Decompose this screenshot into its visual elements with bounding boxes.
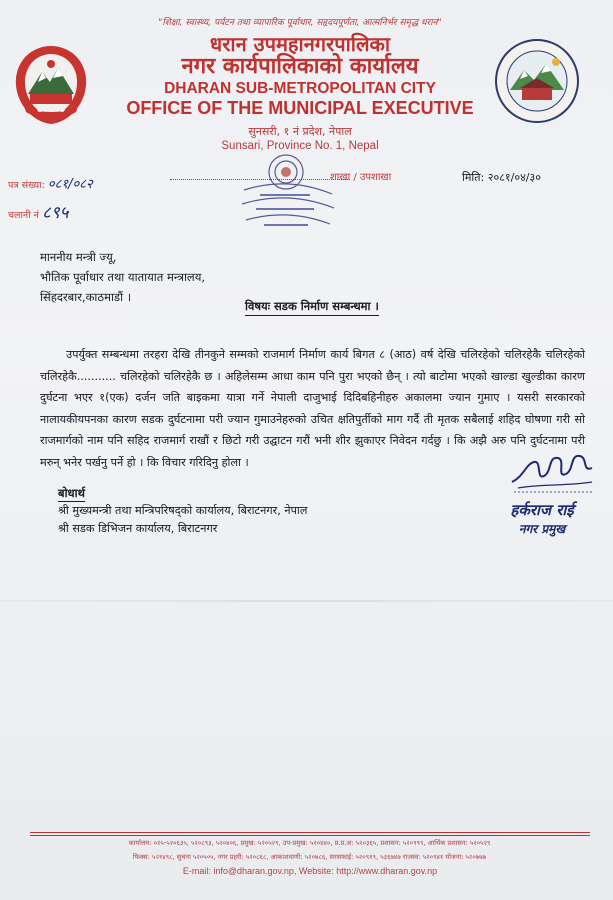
letterhead-motto: "शिक्षा, स्वास्थ्य, पर्यटन तथा व्यापारिक पूर्वाधार, सहृदयपूर्णता, आत्मनिर्भर समृद्ध धरान" (158, 18, 442, 28)
address-nepali: सुनसरी, १ नं प्रदेश, नेपाल (248, 125, 352, 138)
dispatch-number (8, 200, 69, 223)
recipient-line-2: भौतिक पूर्वाधार तथा यातायात मन्त्रालय, (40, 270, 206, 284)
reference-value: ०८१/०८२ (47, 177, 93, 192)
office-name-nepali: नगर कार्यपालिकाको कार्यालय (181, 53, 419, 79)
branch-label: शाखा / उपशाखा (330, 172, 392, 183)
office-name-english: OFFICE OF THE MUNICIPAL EXECUTIVE (126, 98, 474, 118)
address-english: Sunsari, Province No. 1, Nepal (221, 140, 379, 152)
cc-item: श्री सडक डिभिजन कार्यालय, बिराटनगर (58, 522, 218, 535)
reference-label: पत्र संख्या: (8, 180, 45, 191)
subject-line: विषयः सडक निर्माण सम्बन्धमा । (245, 299, 379, 316)
cc-heading: बोधार्थ (58, 486, 85, 500)
office-stamp-icon (236, 150, 340, 240)
footer-email-website: E-mail: info@dharan.gov.np, Website: http://www.dharan.gov.np (182, 866, 438, 876)
cc-item: श्री मुख्यमन्त्री तथा मन्त्रिपरिषद्को कार्यालय, बिराटनगर, नेपाल (58, 504, 308, 517)
letter-body: उपर्युक्त सम्बन्धमा तरहरा देखि तीनकुने सम्मको राजमार्ग निर्माण कार्य बिगत ८ (आठ) वर्ष देखि चलिरहेको चलिरहेकै चलिरहेको चलिरहेकै........... चलिरहेको चलिरहेकै छ । अहिलेसम्म आधा काम पनि पुरा भएको छैन् । त्यो बाटोमा भएको खाल्डा खुल्डीका कारण दुर्घटना भएर १(एक) दर्जन जति बाइकमा यात्रा गर्ने नेपाली दाजुभाई दिदिबहिनीहरु अकालमा ज्यान गुमाए । यसरी सरकारको नालायकीयपनका कारण सडक दुर्घटनामा परी ज्यान गुमाउनेहरुको उचित क्षतिपुर्तीको माग गर्दै ती मृतक सबैलाई शहिद घोषणा गरी सो राजमार्गको नाम पनि सहिद राजमार्ग राखौं र छिटो गरी उद्घाटन गरौं भनी शीर झुकाएर निवेदन गर्दछु । कि अझै अरु पनि दुर्घटनामा परी मरुन् भनेर पर्खनु पर्ने हो । कि विचार गरिदिनु होला । (40, 348, 585, 469)
nepal-emblem-icon (10, 42, 92, 128)
paper-fold (0, 600, 613, 602)
municipality-name-nepali: धरान उपमहानगरपालिका (209, 32, 391, 56)
municipality-name-english: DHARAN SUB-METROPOLITAN CITY (164, 80, 436, 97)
footer-rule-thin (30, 835, 590, 836)
recipient-line-3: सिंहदरबार,काठमाडौं । (40, 290, 132, 304)
date-field (462, 170, 541, 185)
dharan-city-seal-icon (494, 38, 580, 124)
dispatch-value: ८९५ (42, 203, 69, 223)
signatory-name: हर्कराज राई (510, 501, 574, 519)
reference-number (8, 174, 93, 192)
recipient-line-1: माननीय मन्त्री ज्यू, (40, 250, 117, 264)
footer-phones-line-2: फिक्स: ५२१४९८, सुचना ५२०५०५, नगर प्रहरी: ५२०८६८, आकाशवाणी: ५२०७८६, सरसफाई: ५२०९१९, ५३६७४७ राजस्व: ५२०९४१ योजना: ५२०७७७ (132, 853, 487, 861)
signature-icon (508, 446, 596, 494)
footer-rule (30, 832, 590, 833)
date-value: २०८१/०४/३० (487, 171, 541, 184)
signatory-title: नगर प्रमुख (518, 522, 566, 536)
footer-phones-line-1: कार्यालय: ०२५-५२०६३५, ५२०८९३, ५२०४०६, प्रमुख: ५२०५२९, उप-प्रमुख: ५२०४४०, प्र.प्र.अ: ५२०३६५, प्रशासन: ५२०९९९, आर्थिक प्रशासन: ५२०५२९ (128, 839, 491, 847)
dispatch-label: चलानी नं (8, 210, 39, 221)
date-label: मिति: (462, 171, 485, 184)
